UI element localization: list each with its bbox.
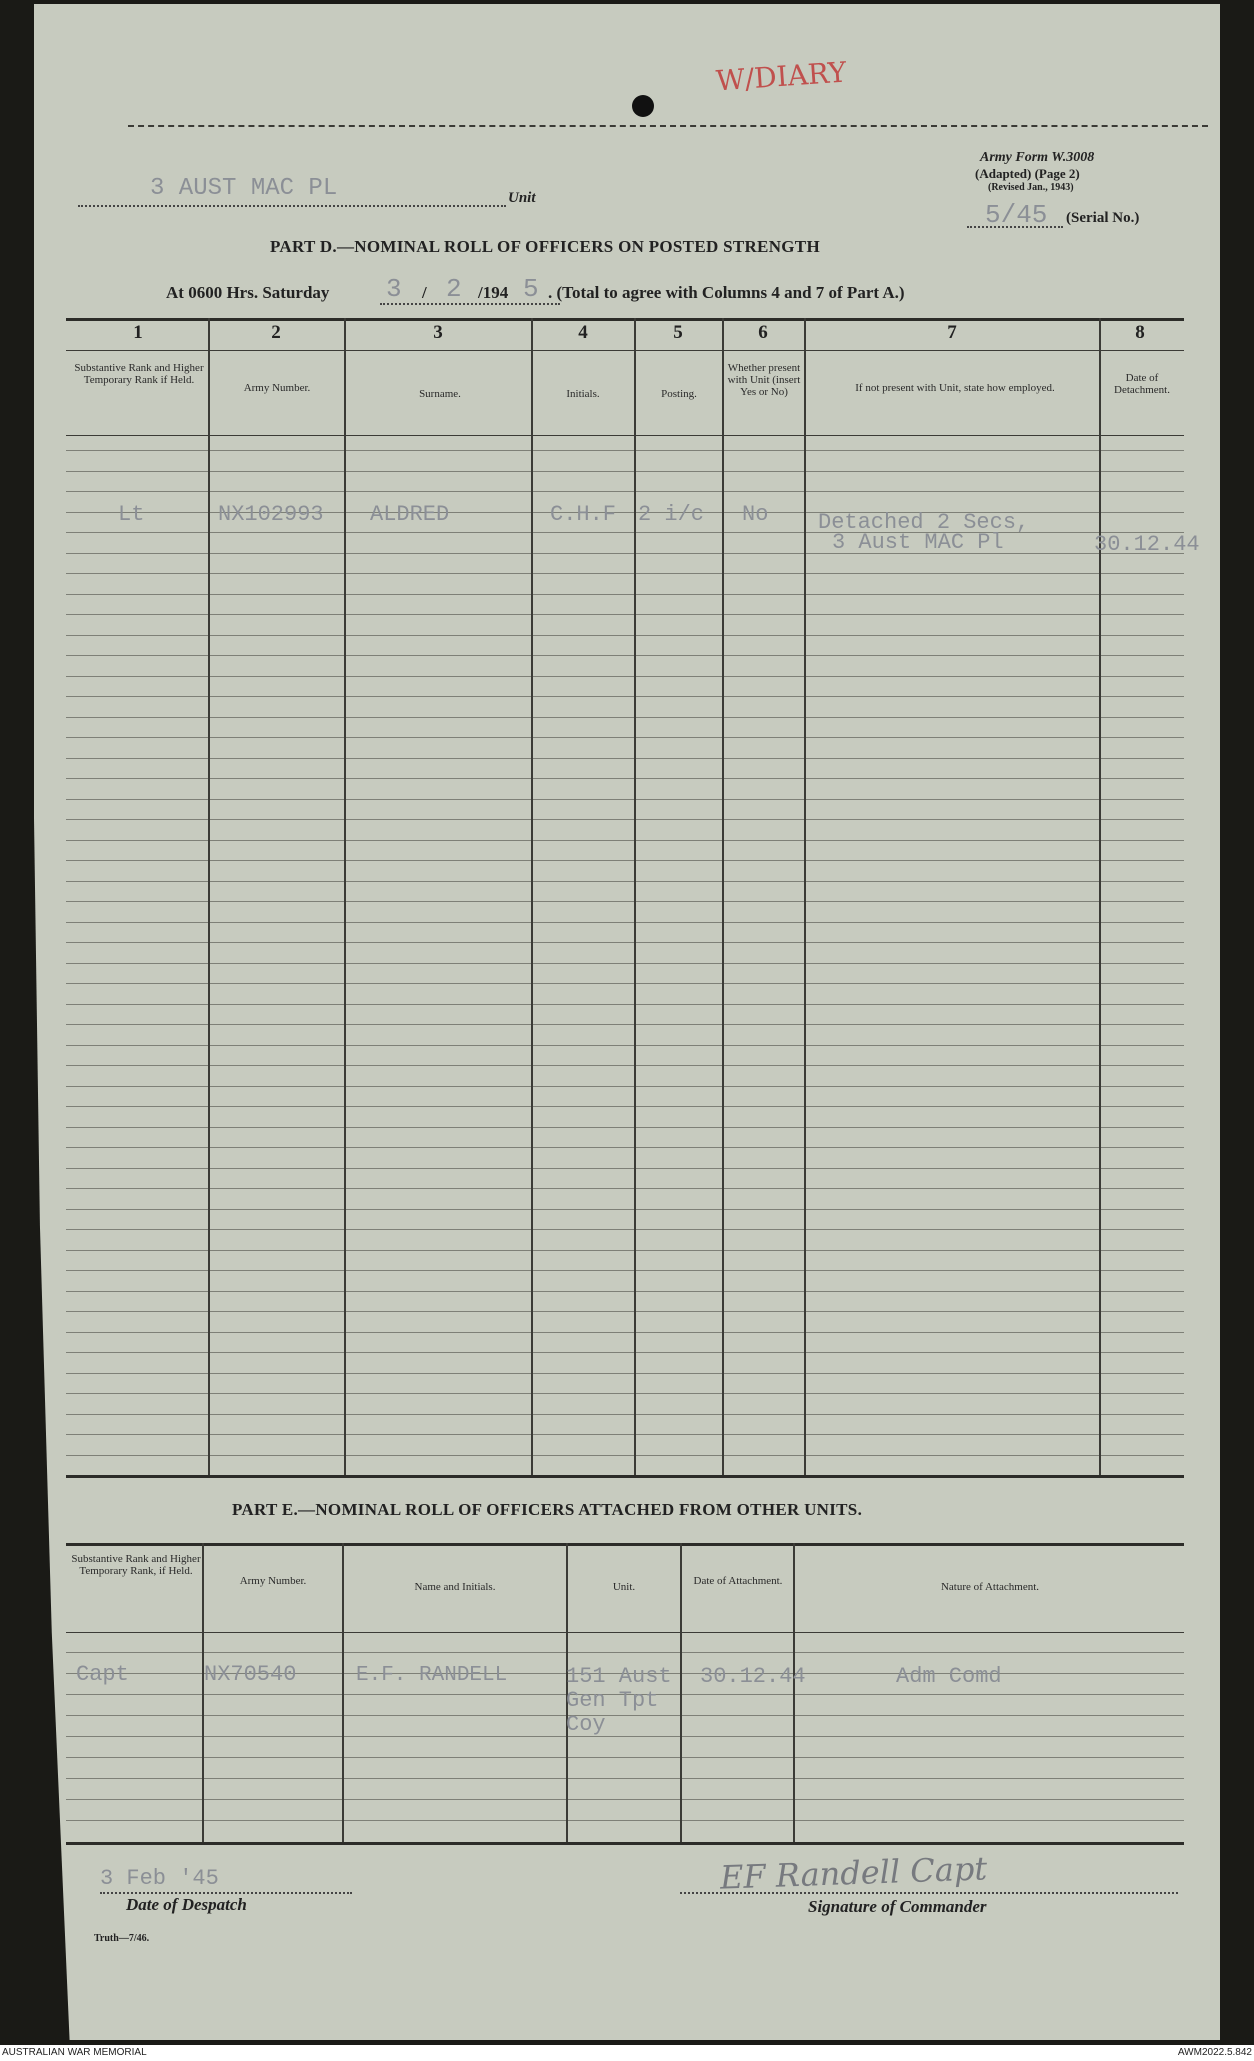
part-e-col-divider <box>342 1543 344 1843</box>
part-d-col-divider <box>531 318 533 1476</box>
header-army-number: Army Number. <box>243 382 311 394</box>
part-e-top-rule <box>66 1543 1184 1546</box>
e-header-unit: Unit. <box>612 1581 636 1593</box>
row-present: No <box>742 502 769 527</box>
commander-signature: EF Randell Capt <box>719 1849 988 1897</box>
archive-ref: AWM2022.5.842 <box>1177 2047 1252 2058</box>
col-number-6: 6 <box>758 322 768 343</box>
ruled-line <box>66 737 1184 738</box>
date-dots <box>380 303 560 305</box>
header-present: Whether present with Unit (insert Yes or No) <box>727 362 801 398</box>
header-posting: Posting. <box>661 388 697 400</box>
ruled-line <box>66 696 1184 697</box>
ruled-line <box>66 614 1184 615</box>
ruled-line <box>66 1209 1184 1210</box>
ruled-line <box>66 1168 1184 1169</box>
part-d-header-rule <box>66 435 1184 436</box>
row-initials: C.H.F <box>550 502 617 527</box>
ruled-line <box>66 1736 1184 1737</box>
date-slash-1: / <box>422 283 427 302</box>
unit-label: Unit <box>508 190 536 206</box>
ruled-line <box>66 819 1184 820</box>
part-d-date-day: 3 <box>386 274 402 304</box>
despatch-dots <box>100 1892 352 1894</box>
ruled-line <box>66 840 1184 841</box>
part-d-bottom-rule <box>66 1475 1184 1478</box>
e-row-name: E.F. RANDELL <box>356 1664 508 1687</box>
col-number-4: 4 <box>578 322 588 343</box>
ruled-line <box>66 901 1184 902</box>
ruled-line <box>66 1393 1184 1394</box>
ruled-line <box>66 1188 1184 1189</box>
perforation-line <box>128 125 1208 127</box>
ruled-line <box>66 655 1184 656</box>
unit-value: 3 AUST MAC PL <box>150 175 338 202</box>
ruled-line <box>66 1373 1184 1374</box>
punch-hole <box>632 95 654 117</box>
part-d-col-divider <box>1099 318 1101 1476</box>
ruled-line <box>66 1086 1184 1087</box>
archive-name: AUSTRALIAN WAR MEMORIAL <box>2 2047 147 2058</box>
ruled-line <box>66 1311 1184 1312</box>
e-row-unit-2: Gen Tpt <box>566 1688 659 1713</box>
col-number-8: 8 <box>1135 322 1145 343</box>
ruled-line <box>66 922 1184 923</box>
e-header-name: Name and Initials. <box>414 1581 496 1593</box>
part-d-col-divider <box>722 318 724 1476</box>
e-row-army-number: NX70540 <box>204 1662 297 1687</box>
ruled-line <box>66 881 1184 882</box>
row-employed-2: 3 Aust MAC Pl <box>832 530 1004 555</box>
ruled-line <box>66 963 1184 964</box>
part-d-date-suffix: . (Total to agree with Columns 4 and 7 of Part A.) <box>548 283 905 302</box>
ruled-line <box>66 1757 1184 1758</box>
part-e-header-rule <box>66 1632 1184 1633</box>
adapted-label: (Adapted) (Page 2) <box>975 166 1080 181</box>
document-paper <box>34 4 1220 2040</box>
ruled-line <box>66 450 1184 451</box>
ruled-line <box>66 983 1184 984</box>
ruled-line <box>66 1024 1184 1025</box>
col-number-7: 7 <box>947 322 957 343</box>
row-rank: Lt <box>118 502 145 527</box>
e-header-nature: Nature of Attachment. <box>940 1581 1040 1593</box>
ruled-line <box>66 1352 1184 1353</box>
unit-dots <box>78 205 506 207</box>
header-rank: Substantive Rank and Higher Temporary Rank if Held. <box>74 362 204 386</box>
part-e-col-divider <box>680 1543 682 1843</box>
ruled-line <box>66 1434 1184 1435</box>
part-d-date-prefix: At 0600 Hrs. Saturday <box>166 283 330 302</box>
part-d-col-divider <box>208 318 210 1476</box>
ruled-line <box>66 1147 1184 1148</box>
col-number-3: 3 <box>433 322 443 343</box>
header-date-detachment: Date of Detachment. <box>1114 372 1170 396</box>
ruled-line <box>66 1778 1184 1779</box>
part-e-bottom-rule <box>66 1842 1184 1845</box>
ruled-line <box>66 942 1184 943</box>
ruled-line <box>66 1229 1184 1230</box>
ruled-line <box>66 635 1184 636</box>
ruled-line <box>66 491 1184 492</box>
part-d-col-divider <box>804 318 806 1476</box>
serial-label: (Serial No.) <box>1066 210 1140 226</box>
row-employed-1: Detached 2 Secs, <box>818 510 1030 535</box>
ruled-line <box>66 778 1184 779</box>
ruled-line <box>66 1332 1184 1333</box>
ruled-line <box>66 1652 1184 1653</box>
ruled-line <box>66 758 1184 759</box>
part-d-num-rule <box>66 350 1184 351</box>
ruled-line <box>66 1045 1184 1046</box>
e-row-date: 30.12.44 <box>700 1664 806 1689</box>
revised-label: (Revised Jan., 1943) <box>988 182 1074 193</box>
printer-mark: Truth—7/46. <box>94 1933 150 1944</box>
ruled-line <box>66 471 1184 472</box>
ruled-line <box>66 1799 1184 1800</box>
col-number-1: 1 <box>133 322 143 343</box>
ruled-line <box>66 1291 1184 1292</box>
ruled-line <box>66 1820 1184 1821</box>
e-header-army-number: Army Number. <box>239 1575 307 1587</box>
part-d-col-divider <box>344 318 346 1476</box>
row-posting: 2 i/c <box>638 502 705 527</box>
ruled-line <box>66 573 1184 574</box>
e-row-unit-3: Coy <box>566 1712 606 1737</box>
e-row-rank: Capt <box>76 1662 129 1687</box>
despatch-label: Date of Despatch <box>126 1895 247 1914</box>
col-number-2: 2 <box>271 322 281 343</box>
ruled-line <box>66 1250 1184 1251</box>
part-d-top-rule <box>66 318 1184 321</box>
ruled-line <box>66 1414 1184 1415</box>
e-header-date: Date of Attachment. <box>693 1575 783 1587</box>
e-row-nature: Adm Comd <box>896 1664 1002 1689</box>
ruled-line <box>66 717 1184 718</box>
ruled-line <box>66 553 1184 554</box>
part-d-col-divider <box>634 318 636 1476</box>
despatch-date: 3 Feb '45 <box>100 1866 219 1891</box>
ruled-line <box>66 860 1184 861</box>
ruled-line <box>66 1270 1184 1271</box>
ruled-line <box>66 799 1184 800</box>
header-initials: Initials. <box>566 388 600 400</box>
row-surname: ALDRED <box>370 502 450 527</box>
serial-number: 5/45 <box>985 200 1048 230</box>
ruled-line <box>66 594 1184 595</box>
date-slash-2: /194 <box>478 283 509 302</box>
ruled-line <box>66 676 1184 677</box>
part-d-date-year: 5 <box>523 274 539 304</box>
ruled-line <box>66 1455 1184 1456</box>
ruled-line <box>66 1106 1184 1107</box>
signature-label: Signature of Commander <box>808 1897 987 1916</box>
part-e-title: PART E.—NOMINAL ROLL OF OFFICERS ATTACHED FROM OTHER UNITS. <box>232 1500 863 1519</box>
row-army-number: NX102993 <box>218 502 324 527</box>
part-e-col-divider <box>202 1543 204 1843</box>
row-date-detachment: 30.12.44 <box>1094 532 1200 557</box>
header-employed: If not present with Unit, state how employed. <box>855 382 1055 394</box>
e-row-unit-1: 151 Aust <box>566 1664 672 1689</box>
ruled-line <box>66 1004 1184 1005</box>
ruled-line <box>66 1127 1184 1128</box>
header-surname: Surname. <box>419 388 461 400</box>
signature-dots <box>680 1892 1178 1894</box>
army-form-label: Army Form W.3008 <box>980 150 1095 165</box>
col-number-5: 5 <box>673 322 683 343</box>
archive-footer <box>0 2045 1254 2061</box>
part-e-col-divider <box>793 1543 795 1843</box>
ruled-line <box>66 1715 1184 1716</box>
part-d-title: PART D.—NOMINAL ROLL OF OFFICERS ON POSTED STRENGTH <box>270 237 820 256</box>
e-header-rank: Substantive Rank and Higher Temporary Rank, if Held. <box>71 1553 201 1577</box>
red-annotation-text: W/DIARY <box>714 55 848 98</box>
part-d-date-month: 2 <box>446 274 462 304</box>
ruled-line <box>66 1065 1184 1066</box>
